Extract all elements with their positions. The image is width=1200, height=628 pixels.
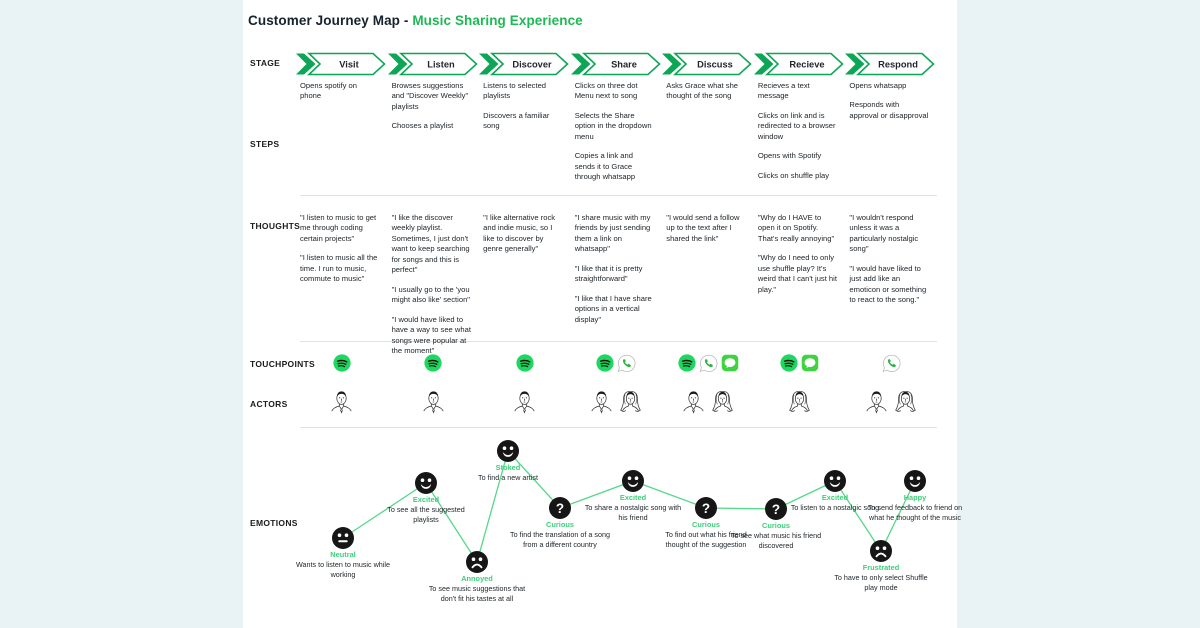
- step-column-1: [300, 81, 380, 111]
- emotion-label: Curious: [546, 520, 574, 529]
- thought-item: "I wouldn't respond unless it was a particularly nostalgic song": [849, 213, 919, 254]
- svg-text:?: ?: [771, 502, 781, 517]
- stage-arrow-discuss: [662, 52, 754, 76]
- emotion-label: Excited: [412, 495, 440, 504]
- emotion-face-curious-7: [695, 497, 717, 519]
- step-item: Listens to selected playlists: [483, 81, 547, 101]
- step-column-2: [392, 81, 472, 141]
- emotion-face-frustrated-10: [870, 540, 892, 562]
- step-item: Chooses a playlist: [391, 121, 454, 131]
- emotion-label: Frustrated: [862, 563, 900, 572]
- woman-actor-icon: [708, 388, 737, 420]
- man-actor-icon: [679, 388, 708, 420]
- touchpoints-column-7: [845, 353, 937, 373]
- emotion-face-neutral-1: [332, 527, 354, 549]
- step-item: Recieves a text message: [757, 81, 810, 101]
- stage-arrow-respond: [845, 52, 937, 76]
- row-label-stage: STAGE: [250, 58, 281, 68]
- neutral-face-icon: [332, 527, 354, 549]
- actors-column-7: [845, 383, 937, 425]
- smile-face-icon: [622, 470, 644, 492]
- thought-item: "I listen to music all the time. I run to music, commute to music": [300, 253, 378, 284]
- thought-item: "Why do I HAVE to open it on Spotify. That's really annoying": [757, 213, 835, 243]
- thought-item: "I like the discover weekly playlist. Sometimes, I just don't want to keep searching for songs and this is perfect": [391, 213, 470, 275]
- emotion-text-5: [508, 520, 612, 549]
- emotion-text-10: [829, 563, 933, 592]
- emotion-description: To see music suggestions that don't fit his tastes at all: [428, 584, 526, 603]
- emotion-description: To see all the suggested playlists: [387, 505, 465, 524]
- step-column-4: [575, 81, 655, 192]
- emotion-text-8: [724, 521, 828, 550]
- touchpoints-column-3: [479, 353, 571, 373]
- emotion-description: Wants to listen to music while working: [295, 560, 390, 579]
- emotion-face-curious-5: [549, 497, 571, 519]
- step-item: Selects the Share option in the dropdown menu: [574, 110, 652, 141]
- emotion-text-11: [863, 493, 967, 522]
- stage-label: Respond: [878, 59, 919, 70]
- thought-item: "I like alternative rock and indie music, so I like to discover by genre generally": [483, 213, 556, 254]
- emotion-face-happy-11: [904, 470, 926, 492]
- smile-face-icon: [824, 470, 846, 492]
- actors-column-2: [388, 383, 480, 425]
- page-title-prefix: Customer Journey Map -: [248, 13, 413, 28]
- thought-item: "Why do I need to only use shuffle play? It's weird that I can't just hit play.": [757, 253, 837, 294]
- page-title-highlight: Music Sharing Experience: [412, 13, 583, 28]
- stage-label: Visit: [339, 59, 359, 70]
- smile-face-icon: [904, 470, 926, 492]
- question-face-icon: [549, 497, 571, 519]
- row-label-touchpoints: TOUCHPOINTS: [250, 359, 316, 369]
- stage-arrow-shape: [388, 52, 480, 76]
- thought-column-1: [300, 213, 380, 294]
- stage-label: Discover: [512, 59, 552, 70]
- emotion-label: Neutral: [330, 550, 356, 559]
- spotify-icon: [780, 354, 798, 372]
- man-actor-icon: [419, 388, 448, 420]
- svg-text:?: ?: [555, 501, 565, 516]
- emotion-face-stoked-4: [497, 440, 519, 462]
- emotion-face-excited-2: [415, 472, 437, 494]
- thought-column-7: [849, 213, 929, 315]
- stage-arrow-discover: [479, 52, 571, 76]
- thought-item: "I would have liked to have a way to see what songs were popular at the moment": [391, 314, 471, 356]
- frown-face-icon: [870, 540, 892, 562]
- woman-actor-icon: [785, 388, 814, 420]
- emotion-text-1: [291, 550, 395, 579]
- row-label-thoughts: THOUGHTS: [250, 221, 301, 231]
- stage-arrow-shape: [571, 52, 663, 76]
- step-column-3: [483, 81, 563, 141]
- thought-column-5: [666, 213, 746, 253]
- spotify-icon: [678, 354, 696, 372]
- divider-actors-emotions: [300, 427, 937, 428]
- emotion-text-6: [581, 493, 685, 522]
- thought-column-2: [392, 213, 472, 366]
- man-actor-icon: [327, 388, 356, 420]
- thought-column-4: [575, 213, 655, 334]
- emotion-text-4: [456, 463, 560, 483]
- spotify-icon: [516, 354, 534, 372]
- stage-arrow-shape: [296, 52, 388, 76]
- stage-arrow-listen: [388, 52, 480, 76]
- man-actor-icon: [862, 388, 891, 420]
- step-column-7: [849, 81, 929, 130]
- thought-item: "I usually go to the 'you might also like' section": [391, 284, 470, 305]
- touchpoints-column-2: [388, 353, 480, 373]
- emotion-label: Happy: [903, 493, 927, 502]
- man-actor-icon: [510, 388, 539, 420]
- step-item: Copies a link and sends it to Grace through whatsapp: [574, 151, 636, 182]
- thought-item: "I share music with my friends by just sending them a link on whatsapp": [574, 213, 651, 254]
- actors-column-3: [479, 383, 571, 425]
- touchpoints-column-1: [296, 353, 388, 373]
- emotion-text-2: [374, 495, 478, 524]
- actors-column-6: [754, 383, 846, 425]
- step-item: Clicks on shuffle play: [757, 170, 830, 180]
- spotify-icon: [333, 354, 351, 372]
- emotion-label: Excited: [619, 493, 647, 502]
- man-actor-icon: [587, 388, 616, 420]
- touchpoints-column-6: [754, 353, 846, 373]
- actors-column-4: [571, 383, 663, 425]
- thought-item: "I listen to music to get me through coding certain projects": [300, 213, 377, 243]
- emotion-label: Stoked: [495, 463, 521, 472]
- step-item: Asks Grace what she thought of the song: [666, 81, 739, 101]
- touchpoints-column-4: [571, 353, 663, 373]
- svg-text:?: ?: [701, 501, 711, 516]
- emotion-face-annoyed-3: [466, 551, 488, 573]
- stage-label: Discuss: [697, 59, 734, 70]
- step-item: Opens spotify on phone: [300, 81, 357, 101]
- row-label-actors: ACTORS: [250, 399, 288, 409]
- emotion-description: To see what music his friend discovered: [730, 531, 822, 550]
- emotion-description: To find a new artist: [478, 473, 538, 482]
- step-item: Discovers a familiar song: [483, 110, 550, 131]
- stage-label: Listen: [426, 59, 455, 70]
- spotify-icon: [596, 354, 614, 372]
- emotion-label: Curious: [692, 520, 720, 529]
- smile-face-icon: [497, 440, 519, 462]
- emotion-description: To share a nostalgic song with his friend: [584, 503, 682, 522]
- imessage-icon: [721, 354, 739, 372]
- question-face-icon: [695, 497, 717, 519]
- whatsapp-icon: [882, 354, 901, 373]
- thought-item: "I like that it is pretty straightforward": [574, 263, 643, 284]
- whatsapp-icon: [617, 354, 636, 373]
- emotion-description: To send feedback to friend on what he thought of the music: [867, 503, 963, 522]
- divider-steps-thoughts: [300, 195, 937, 196]
- stage-arrow-shape: [479, 52, 571, 76]
- smile-face-icon: [415, 472, 437, 494]
- whatsapp-icon: [699, 354, 718, 373]
- thought-column-3: [483, 213, 563, 264]
- touchpoints-column-5: [662, 353, 754, 373]
- woman-actor-icon: [616, 388, 645, 420]
- frown-face-icon: [466, 551, 488, 573]
- row-label-steps: STEPS: [250, 139, 280, 149]
- stage-label: Recieve: [789, 59, 825, 70]
- stage-arrow-visit: [296, 52, 388, 76]
- emotion-description: To find out what his friend thought of the suggestion: [665, 530, 747, 549]
- step-column-6: [758, 81, 838, 190]
- stage-arrow-shape: [662, 52, 754, 76]
- emotion-description: To have to only select Shuffle play mode: [834, 573, 928, 592]
- emotion-text-3: [425, 574, 529, 603]
- stage-arrow-shape: [754, 52, 846, 76]
- emotion-label: Curious: [762, 521, 790, 530]
- row-label-emotions: EMOTIONS: [250, 518, 298, 528]
- imessage-icon: [801, 354, 819, 372]
- actors-column-5: [662, 383, 754, 425]
- step-item: Opens with Spotify: [757, 151, 822, 161]
- woman-actor-icon: [891, 388, 920, 420]
- emotion-label: Excited: [821, 493, 849, 502]
- stage-arrow-share: [571, 52, 663, 76]
- stage-label: Share: [610, 59, 637, 70]
- stage-arrow-recieve: [754, 52, 846, 76]
- page-title: [248, 13, 583, 28]
- emotion-face-excited-6: [622, 470, 644, 492]
- step-item: Clicks on link and is redirected to a browser window: [757, 110, 836, 141]
- emotion-description: To find the translation of a song from a different country: [510, 530, 610, 549]
- step-item: Clicks on three dot Menu next to song: [574, 81, 638, 101]
- step-item: Responds with approval or disapproval: [849, 100, 929, 120]
- spotify-icon: [424, 354, 442, 372]
- thought-item: "I would have liked to just add like an emoticon or something to react to the song.": [849, 263, 927, 305]
- emotion-description: To listen to a nostalgic song: [790, 503, 880, 512]
- step-item: Browses suggestions and "Discover Weekly" playlists: [391, 81, 469, 111]
- actors-column-1: [296, 383, 388, 425]
- thought-column-6: [758, 213, 838, 304]
- step-item: Opens whatsapp: [849, 81, 907, 90]
- thought-item: "I would send a follow up to the text after I shared the link": [666, 213, 740, 243]
- emotion-label: Annoyed: [461, 574, 493, 583]
- stage-arrow-shape: [845, 52, 937, 76]
- thought-item: "I like that I have share options in a vertical display": [574, 293, 652, 324]
- step-column-5: [666, 81, 746, 111]
- emotion-face-excited-9: [824, 470, 846, 492]
